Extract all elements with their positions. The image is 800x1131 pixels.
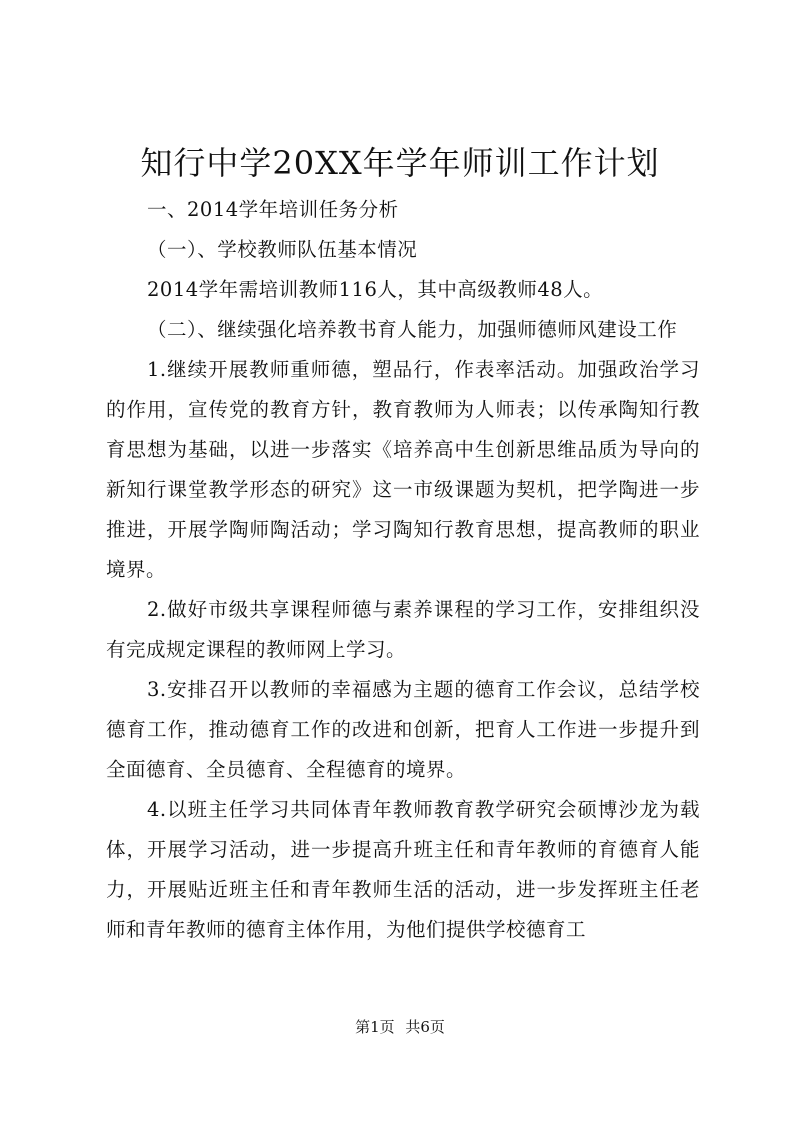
paragraph-item-1: 1.继续开展教师重师德，塑品行，作表率活动。加强政治学习的作用，宣传党的教育方针，教育教师为人师表；以传承陶知行教育思想为基础，以进一步落实《培养高中生创新思维品质为导向的新知行课堂教学形态的研究》这一市级课题为契机，把学陶进一步推进，开展学陶师陶活动；学习陶知行教育思想，提高教师的职业境界。 bbox=[106, 358, 700, 581]
subsection-heading-ethics: （二）、继续强化培养教书育人能力，加强师德师风建设工作 bbox=[147, 318, 678, 341]
page-number: 第1页 bbox=[355, 1018, 395, 1036]
paragraph-item-2: 2.做好市级共享课程师德与素养课程的学习工作，安排组织没有完成规定课程的教师网上学习。 bbox=[106, 598, 700, 661]
paragraph-item-3: 3.安排召开以教师的幸福感为主题的德育工作会议，总结学校德育工作，推动德育工作的改进和创新，把育人工作进一步提升到全面德育、全员德育、全程德育的境界。 bbox=[106, 678, 700, 781]
document-body bbox=[106, 190, 700, 950]
page-footer bbox=[0, 1017, 800, 1037]
subsection-heading-teacher-team: （一）、学校教师队伍基本情况 bbox=[147, 238, 418, 261]
page-total: 共6页 bbox=[405, 1018, 445, 1036]
section-heading-analysis: 一、2014学年培训任务分析 bbox=[147, 198, 399, 221]
paragraph-item-4: 4.以班主任学习共同体青年教师教育教学研究会硕博沙龙为载体，开展学习活动，进一步提高升班主任和青年教师的育德育人能力，开展贴近班主任和青年教师生活的活动，进一步发挥班主任老师和青年教师的德育主体作用，为他们提供学校德育工 bbox=[106, 798, 700, 941]
paragraph-training-count: 2014学年需培训教师116人，其中高级教师48人。 bbox=[147, 278, 604, 301]
document-title: 知行中学20XX年学年师训工作计划 bbox=[140, 144, 660, 182]
